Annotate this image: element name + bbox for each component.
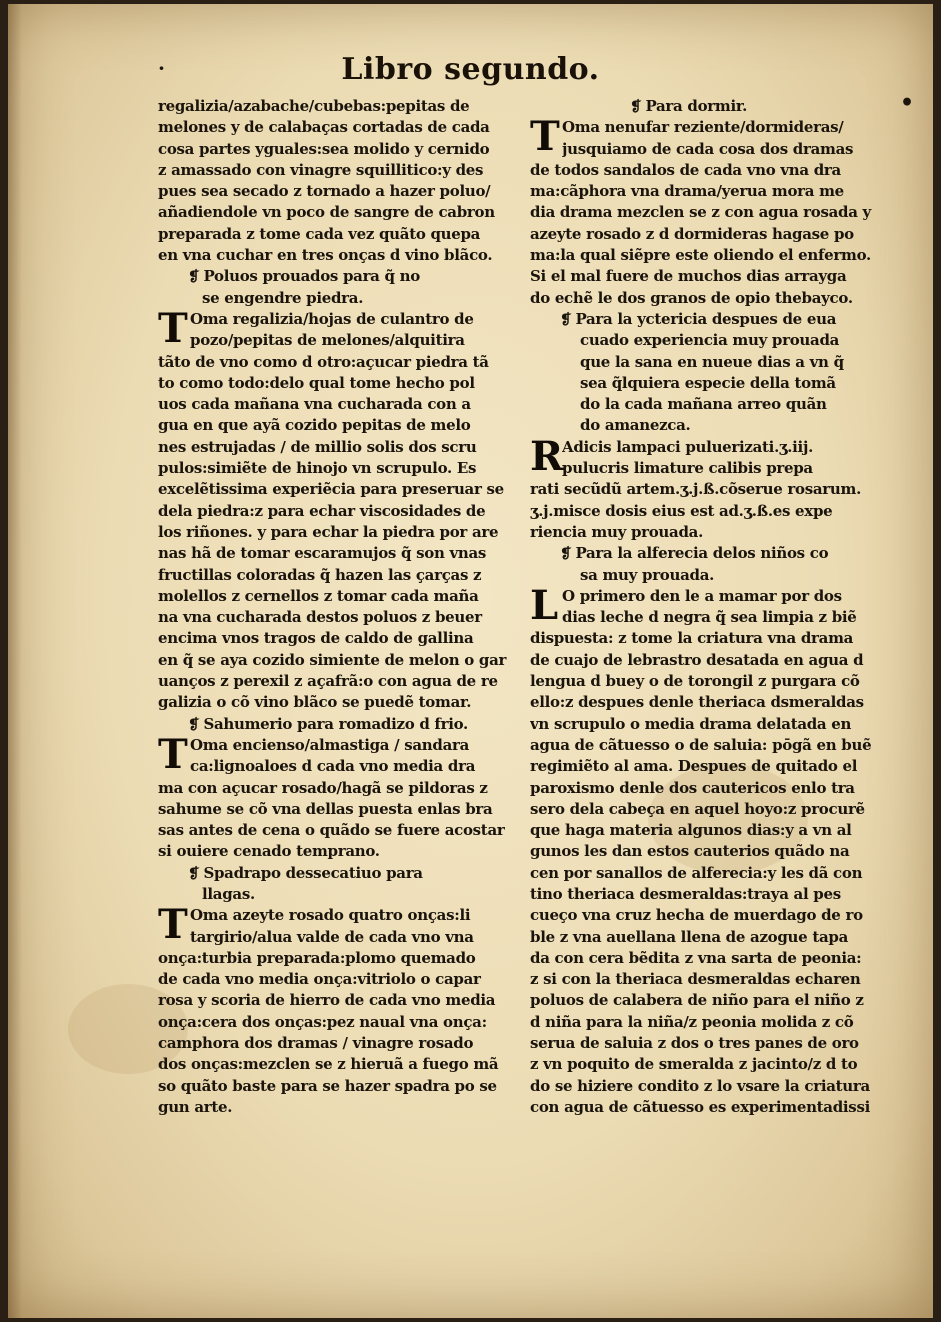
book-page xyxy=(8,4,933,1318)
text-line: nes estrujadas / de millio solis dos scru xyxy=(158,437,477,456)
text-line: z vn poquito de smeralda z jacinto/z d to xyxy=(530,1055,858,1074)
recipe-formula xyxy=(530,432,888,543)
left-text-column xyxy=(158,96,514,1118)
drop-capital: T xyxy=(158,901,188,949)
text-line: añadiendole vn poco de sangre de cabron xyxy=(158,203,495,222)
text-line: con agua de cãtuesso es experimentadissi xyxy=(530,1097,870,1116)
initial-block xyxy=(158,730,514,778)
drop-capital: L xyxy=(530,581,559,629)
text-line: ble z vna auellana llena de azogue tapa xyxy=(530,927,848,946)
recipe-paragraph xyxy=(158,304,514,714)
drop-capital: T xyxy=(158,730,188,778)
text-line: z si con la theriaca desmeraldas echaren xyxy=(530,970,861,989)
text-line: do echẽ le dos granos de opio thebayco. xyxy=(530,288,853,307)
recipe-paragraph xyxy=(530,581,888,1118)
heading-text: Para dormir. xyxy=(645,97,747,115)
heading-line: se engendre piedra. xyxy=(202,288,364,307)
text-line: pozo/pepitas de melones/alquitira xyxy=(190,331,465,350)
heading-text: Poluos prouados para q̃ no xyxy=(203,267,420,286)
text-line: dela piedra:z para echar viscosidades de xyxy=(158,501,486,520)
page-mark-right: • xyxy=(900,90,915,116)
heading-line: do amanezca. xyxy=(580,416,691,435)
initial-block xyxy=(158,304,514,352)
text-line: tãto de vno como d otro:açucar piedra tã xyxy=(158,352,489,371)
text-line: da con cera bẽdita z vna sarta de peonia: xyxy=(530,948,862,967)
text-line: dos onças:mezclen se z hieruã a fuego mã xyxy=(158,1055,499,1074)
pilcrow-icon: ❡ xyxy=(188,716,200,733)
pilcrow-icon: ❡ xyxy=(630,99,642,115)
text-line: fructillas coloradas q̃ hazen las çarças z xyxy=(158,565,482,584)
text-line: si ouiere cenado temprano. xyxy=(158,842,380,861)
text-line: de todos sandalos de cada vno vna dra xyxy=(530,160,841,179)
heading-line xyxy=(530,543,888,564)
initial-block xyxy=(530,432,888,480)
initial-block xyxy=(530,113,888,161)
text-line: dias leche d negra q̃ sea limpia z biẽ xyxy=(562,608,857,627)
text-line: pues sea secado z tornado a hazer poluo/ xyxy=(158,182,491,201)
right-text-column xyxy=(530,96,888,1118)
heading-line xyxy=(530,96,888,117)
text-line: targirio/alua valde de cada vno vna xyxy=(190,927,474,946)
text-line: paroxismo denle dos cautericos enlo tra xyxy=(530,778,855,797)
heading-line xyxy=(158,863,514,884)
text-block-continuation xyxy=(158,96,514,266)
drop-capital: T xyxy=(158,304,188,352)
pilcrow-icon: ❡ xyxy=(188,865,200,882)
text-line: sahume se cõ vna dellas puesta enlas bra xyxy=(158,799,493,818)
text-line: de cuajo de lebrastro desatada en agua d xyxy=(530,650,864,669)
text-line: ʒ.j.misce dosis eius est ad.ʒ.ß.es expe xyxy=(530,501,833,520)
text-line: Oma encienso/almastiga / sandara xyxy=(190,735,470,754)
heading-line xyxy=(530,309,888,330)
text-line: poluos de calabera de niño para el niño z xyxy=(530,991,864,1010)
recipe-paragraph xyxy=(530,113,888,309)
text-line: Oma azeyte rosado quatro onças:li xyxy=(190,906,471,925)
text-line: sas antes de cena o quãdo se fuere acostar xyxy=(158,821,505,840)
text-line: uos cada mañana vna cucharada con a xyxy=(158,395,471,414)
text-line: regalizia/azabache/cubebas:pepitas de xyxy=(158,97,470,115)
page-headline: Libro segundo. xyxy=(341,52,600,87)
recipe-heading xyxy=(530,96,888,117)
text-line: excelẽtissima experiẽcia para preseruar se xyxy=(158,480,504,499)
text-line: melones y de calabaças cortadas de cada xyxy=(158,118,490,137)
heading-line: llagas. xyxy=(202,884,255,903)
heading-line xyxy=(158,714,514,735)
text-line: rosa y scoria de hierro de cada vno media xyxy=(158,991,496,1010)
text-line: en q̃ se aya cozido simiente de melon o gar xyxy=(158,650,507,669)
text-line: cosa partes yguales:sea molido y cernido xyxy=(158,139,490,158)
text-line: d niña para la niña/z peonia molida z cõ xyxy=(530,1012,854,1031)
drop-capital: R xyxy=(530,432,564,480)
heading-text: Para la yctericia despues de eua xyxy=(575,309,837,328)
heading-line: sa muy prouada. xyxy=(580,565,715,584)
text-line: vn scrupulo o media drama delatada en xyxy=(530,714,852,733)
recipe-heading xyxy=(530,309,888,437)
heading-line: que la sana en nueue dias a vn q̃ xyxy=(580,352,844,371)
text-line: Oma regalizia/hojas de culantro de xyxy=(190,309,474,328)
text-line: na vna cucharada destos poluos z beuer xyxy=(158,608,482,627)
text-line: los riñones. y para echar la piedra por are xyxy=(158,522,499,541)
text-line: gun arte. xyxy=(158,1097,233,1116)
text-line: lengua d buey o de torongil z purgara cõ xyxy=(530,672,860,691)
text-line: encima vnos tragos de caldo de gallina xyxy=(158,629,474,648)
text-line: dispuesta: z tome la criatura vna drama xyxy=(530,629,854,648)
text-line: pulucris limature calibis prepa xyxy=(562,459,813,478)
heading-text: Para la alferecia delos niños co xyxy=(575,544,829,563)
text-line: de cada vno media onça:vitriolo o capar xyxy=(158,970,481,989)
recipe-paragraph xyxy=(158,901,514,1118)
text-line: ma con açucar rosado/hagã se pildoras z xyxy=(158,778,488,797)
text-line: ca:lignoaloes d cada vno media dra xyxy=(190,757,476,776)
text-line: serua de saluia z dos o tres panes de oro xyxy=(530,1034,859,1053)
text-line: gua en que ayã cozido pepitas de melo xyxy=(158,416,471,435)
text-line: cen por sanallos de alferecia:y les dã con xyxy=(530,863,863,882)
pilcrow-icon: ❡ xyxy=(188,269,200,286)
text-line: O primero den le a mamar por dos xyxy=(562,586,842,605)
text-line: tino theriaca desmeraldas:traya al pes xyxy=(530,884,841,903)
recipe-paragraph xyxy=(158,730,514,863)
running-head xyxy=(8,52,933,87)
text-line: rati secũdũ artem.ʒ.j.ß.cõserue rosarum. xyxy=(530,480,861,499)
text-line: camphora dos dramas / vinagre rosado xyxy=(158,1034,474,1053)
pilcrow-icon: ❡ xyxy=(560,546,572,563)
text-line: regimiẽto al ama. Despues de quitado el xyxy=(530,757,858,776)
text-line: Oma nenufar reziente/dormideras/ xyxy=(562,118,844,137)
pilcrow-icon: ❡ xyxy=(560,311,572,328)
heading-line: sea q̃lquiera especie della tomã xyxy=(580,373,836,392)
text-line: molellos z cernellos z tomar cada maña xyxy=(158,586,479,605)
text-line: do se hiziere condito z lo vsare la criatura xyxy=(530,1076,870,1095)
text-line: ello:z despues denle theriaca dsmeraldas xyxy=(530,693,864,712)
heading-text: Spadrapo dessecatiuo para xyxy=(203,863,423,882)
recipe-heading xyxy=(530,543,888,586)
text-line: que haga materia algunos dias:y a vn al xyxy=(530,821,852,840)
text-line: uanços z perexil z açafrã:o con agua de re xyxy=(158,672,498,691)
text-line: to como todo:delo qual tome hecho pol xyxy=(158,373,475,392)
heading-line: do la cada mañana arreo quãn xyxy=(580,395,827,414)
text-line: preparada z tome cada vez quãto quepa xyxy=(158,224,481,243)
text-line: so quãto baste para se hazer spadra po se xyxy=(158,1076,497,1095)
text-line: jusquiamo de cada cosa dos dramas xyxy=(562,139,854,158)
text-line: onça:turbia preparada:plomo quemado xyxy=(158,948,476,967)
text-line: riencia muy prouada. xyxy=(530,522,703,541)
initial-block xyxy=(530,581,888,629)
recipe-heading xyxy=(158,266,514,309)
text-line: dia drama mezclen se z con agua rosada y xyxy=(530,203,871,222)
text-line: gunos les dan estos cauterios quãdo na xyxy=(530,842,850,861)
text-line: z amassado con vinagre squillitico:y des xyxy=(158,160,484,179)
text-line: cueço vna cruz hecha de muerdago de ro xyxy=(530,906,863,925)
text-line: ma:cãphora vna drama/yerua mora me xyxy=(530,182,844,201)
text-line: pulos:simiẽte de hinojo vn scrupulo. Es xyxy=(158,459,477,478)
text-line: sero dela cabeça en aquel hoyo:z procurẽ xyxy=(530,799,865,818)
text-line: ma:la qual siẽpre este oliendo el enfermo. xyxy=(530,246,871,265)
text-line: onça:cera dos onças:pez naual vna onça: xyxy=(158,1012,487,1031)
drop-capital: T xyxy=(530,113,560,161)
text-line: azeyte rosado z d dormideras hagase po xyxy=(530,224,854,243)
recipe-heading xyxy=(158,863,514,906)
heading-line xyxy=(158,266,514,287)
text-line: Adicis lampaci puluerizati.ʒ.iij. xyxy=(562,437,813,456)
text-line: nas hã de tomar escaramujos q̃ son vnas xyxy=(158,544,487,563)
heading-text: Sahumerio para romadizo d frio. xyxy=(203,714,468,733)
text-line: galizia o cõ vino blãco se puedẽ tomar. xyxy=(158,693,472,712)
page-spine-shadow xyxy=(8,4,22,1318)
page-mark-left: · xyxy=(158,56,165,80)
recipe-heading xyxy=(158,714,514,735)
text-line: en vna cuchar en tres onças d vino blãco. xyxy=(158,246,493,265)
heading-line: cuado experiencia muy prouada xyxy=(580,331,840,350)
text-line: Si el mal fuere de muchos dias arrayga xyxy=(530,267,847,286)
text-line: agua de cãtuesso o de saluia: pōgã en buẽ xyxy=(530,735,872,754)
initial-block xyxy=(158,901,514,949)
